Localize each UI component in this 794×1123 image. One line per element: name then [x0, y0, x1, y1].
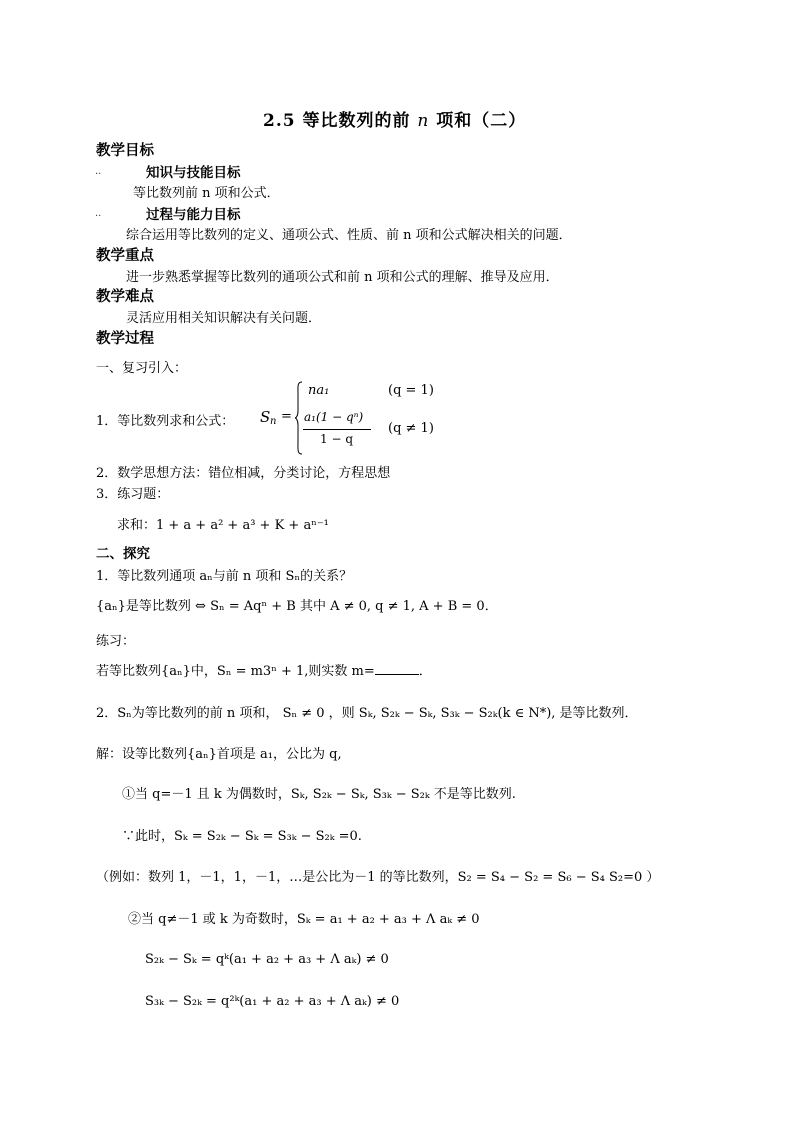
key-text: 进一步熟悉掌握等比数列的通项公式和前 n 项和公式的理解、推导及应用． [126, 270, 559, 285]
practice-text [96, 660, 432, 679]
explore-q1: 1．等比数列通项 aₙ与前 n 项和 Sₙ的关系？ [96, 569, 353, 584]
list-marker: .. [95, 208, 102, 219]
goal2-text: 综合运用等比数列的定义、通项公式、性质、前 n 项和公式解决相关的问题． [126, 228, 572, 243]
difficulty-text: 灵活应用相关知识解决有关问题． [126, 311, 322, 326]
practice-label: 练习： [96, 634, 136, 649]
heading-process: 教学过程 [96, 330, 154, 347]
formula-s: S [260, 408, 271, 426]
case1-line: ①当 q=－1 且 k 为偶数时，Sₖ, S₂ₖ − Sₖ, S₃ₖ − S₂ₖ 不是等比数列. [122, 787, 516, 802]
explore-q1-statement: {aₙ}是等比数列 ⇔ Sₙ = Aqⁿ + B 其中 A ≠ 0, q ≠ 1, A + B = 0． [96, 599, 498, 614]
case2-line: ②当 q≠－1 或 k 为奇数时，Sₖ = a₁ + a₂ + a₃ + Λ aₖ ≠ 0 [128, 912, 480, 927]
page-title [263, 106, 526, 131]
formula-brace [294, 381, 300, 455]
subheading-process: 过程与能力目标 [146, 207, 241, 223]
case1-expr: na₁ [308, 383, 330, 398]
solution-intro: 解：设等比数列{aₙ}首项是 a₁，公比为 q, [96, 747, 342, 762]
list-marker: .. [95, 166, 102, 177]
formula-n: n [270, 416, 277, 427]
case1-cond: (q = 1) [388, 383, 434, 398]
practice-end: ． [418, 664, 432, 679]
title-prefix: 2.5 等比数列的前 [263, 111, 418, 131]
review-item1: 1．等比数列求和公式： [96, 414, 235, 429]
goal1-text: 等比数列前 n 项和公式． [133, 186, 280, 201]
explore-heading: 二、探究 [96, 546, 150, 562]
practice-question: 若等比数列{aₙ}中，Sₙ = m3ⁿ + 1,则实数 m= [96, 664, 375, 679]
explore-q2: 2．Sₙ为等比数列的前 n 项和， Sₙ ≠ 0 ，则 Sₖ, S₂ₖ − Sₖ, S₃ₖ − S₂ₖ(k ∈ N*), 是等比数列． [96, 706, 638, 721]
review-heading: 一、复习引入： [96, 361, 188, 376]
title-suffix: 项和（二） [429, 111, 527, 131]
example-line: （例如：数列 1，－1，1，－1，…是公比为－1 的等比数列，S₂ = S₄ − S₂ = S₆ − S₄ S₂=0 ） [96, 870, 660, 885]
case2-denominator: 1 − q [320, 432, 353, 446]
review-item3: 3．练习题： [96, 487, 170, 502]
heading-goals: 教学目标 [96, 142, 154, 159]
title-n: n [417, 111, 430, 131]
case2-line1: S₂ₖ − Sₖ = qᵏ(a₁ + a₂ + a₃ + Λ aₖ) ≠ 0 [145, 952, 389, 967]
case2-numerator: a₁(1 − qⁿ) [304, 410, 364, 424]
case2-cond: (q ≠ 1) [388, 421, 434, 436]
heading-key: 教学重点 [96, 247, 154, 264]
heading-difficulty: 教学难点 [96, 288, 154, 305]
review-item2: 2．数学思想方法：错位相减，分类讨论，方程思想 [96, 466, 391, 481]
brace-icon [294, 381, 304, 455]
subheading-knowledge: 知识与技能目标 [146, 165, 241, 181]
answer-blank[interactable] [375, 662, 419, 675]
case1-reason: ∵此时，Sₖ = S₂ₖ − Sₖ = S₃ₖ − S₂ₖ =0. [122, 829, 362, 844]
fraction-bar [303, 429, 371, 430]
formula-eq: = [281, 409, 292, 424]
case2-line2: S₃ₖ − S₂ₖ = q²ᵏ(a₁ + a₂ + a₃ + Λ aₖ) ≠ 0 [145, 994, 400, 1009]
exercise-sum: 求和：1 + a + a² + a³ + K + aⁿ⁻¹ [117, 518, 329, 533]
